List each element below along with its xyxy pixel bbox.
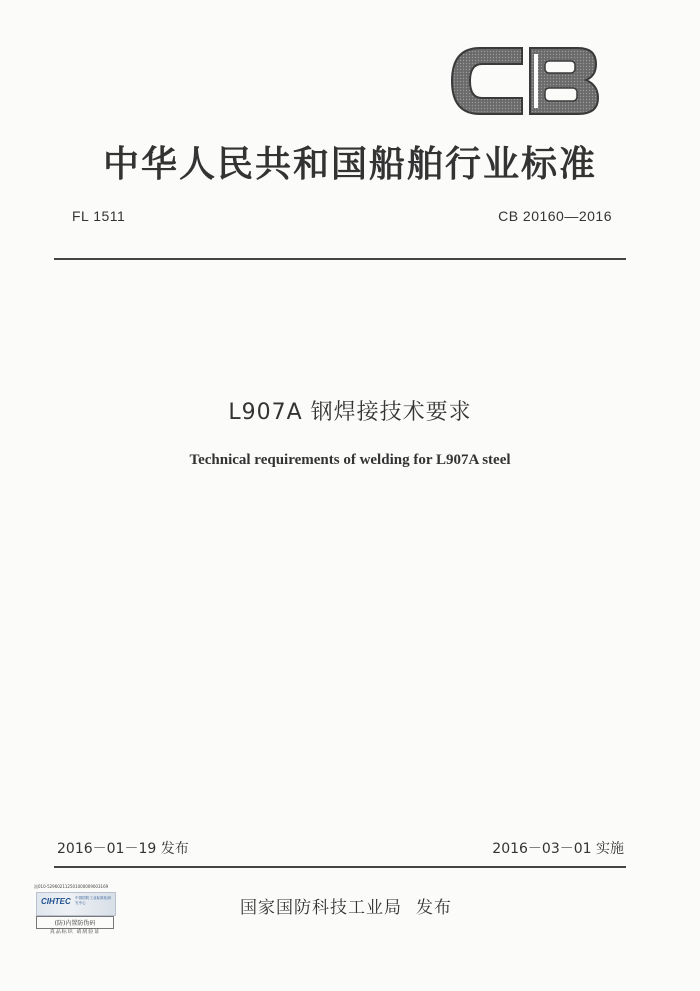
industry-standard-title: 中华人民共和国船舶行业标准 [102,144,597,185]
logo-letter-b [530,48,598,114]
cb-logo [450,44,600,118]
bottom-divider [54,866,626,868]
issue-date: 2016－01－19 发布 [57,841,189,857]
standard-title-cn: L907A 钢焊接技术要求 [228,400,472,425]
label-serial: 流010-529602112501000009003169 [34,884,109,889]
publisher-name: 国家国防科技工业局 [240,898,402,918]
label-note: 真品标识 请刮验证 [49,929,101,935]
label-tagline: (防)内置防伪码 [36,916,114,929]
hologram-sticker [36,892,116,916]
top-divider [54,258,626,260]
label-brand: CIHTEC [41,897,71,906]
label-org: 中国国防工业标准化研究中心 [75,896,111,905]
anti-counterfeit-label [34,884,116,942]
standard-number: CB 20160—2016 [498,208,612,224]
publisher [240,893,452,918]
classification-code: FL 1511 [72,208,126,224]
implementation-date: 2016－03－01 实施 [492,841,624,857]
logo-letter-c [452,48,522,114]
standard-title-en: Technical requirements of welding for L907A steel [189,452,511,468]
publisher-verb: 发布 [416,898,452,918]
